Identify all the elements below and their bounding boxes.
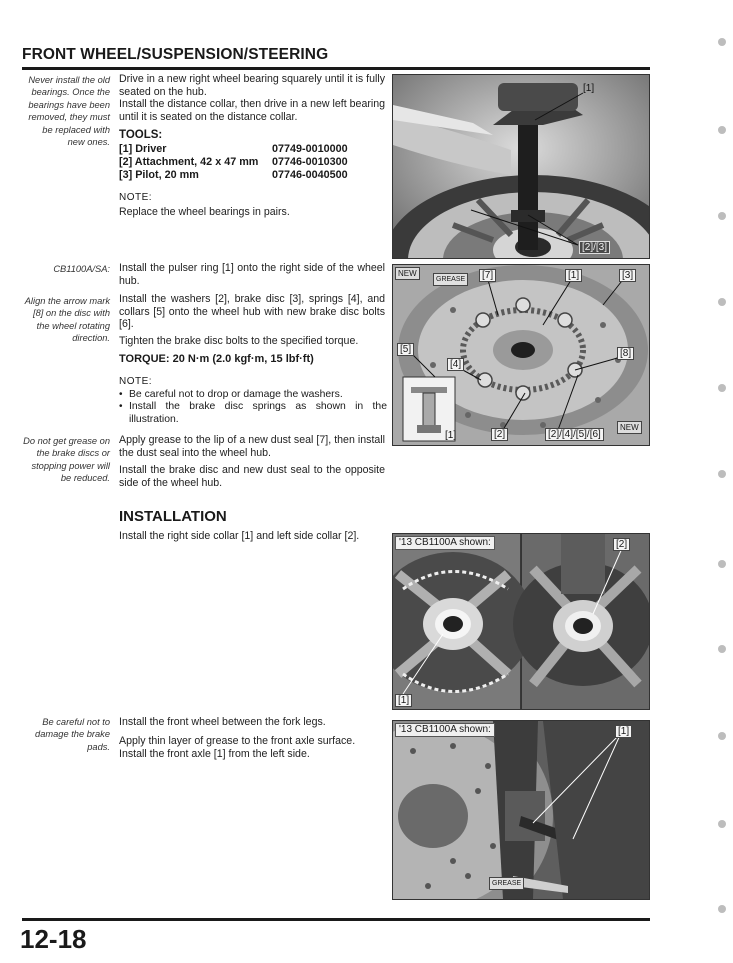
callout: [1] bbox=[445, 430, 457, 441]
tool-name: [1] Driver bbox=[119, 143, 167, 155]
dust-seal-step: Apply grease to the lip of a new dust seal [7], then install the dust seal into the wheel hub. bbox=[119, 434, 385, 459]
torque-spec bbox=[119, 353, 314, 365]
tool-number: 07746-0010300 bbox=[272, 156, 348, 168]
callout: [8] bbox=[617, 347, 634, 360]
tools-label: TOOLS: bbox=[119, 129, 163, 141]
wheel-install-step: Install the front wheel between the fork legs. bbox=[119, 716, 326, 728]
binder-hole bbox=[718, 905, 726, 913]
figure-bearing-driver bbox=[392, 74, 650, 259]
model-note: CB1100A/SA: bbox=[53, 264, 110, 274]
binder-hole bbox=[718, 38, 726, 46]
callout: [1] bbox=[565, 269, 582, 282]
figure-brake-disc-assembly bbox=[392, 264, 650, 446]
bullet-text: Install the brake disc springs as shown in the illustration. bbox=[129, 401, 387, 425]
model-shown-label: '13 CB1100A shown: bbox=[395, 723, 495, 737]
new-tag: NEW bbox=[395, 267, 420, 280]
tool-name: [3] Pilot, 20 mm bbox=[119, 169, 199, 181]
new-tag: NEW bbox=[617, 421, 642, 434]
page-title: FRONT WHEEL/SUSPENSION/STEERING bbox=[22, 46, 329, 63]
bearing-step-1: Drive in a new right wheel bearing squarely until it is fully seated on the hub. bbox=[119, 73, 385, 98]
binder-hole bbox=[718, 645, 726, 653]
binder-hole bbox=[718, 820, 726, 828]
section-heading-installation: INSTALLATION bbox=[119, 508, 227, 525]
brake-disc-install-step: Install the washers [2], brake disc [3], springs [4], and collars [5] onto the wheel hub with new brake disc bolts [6]. bbox=[119, 293, 385, 331]
side-note-grease: Do not get grease on the brake discs or stopping power will be reduced. bbox=[23, 436, 110, 484]
note-label: NOTE: bbox=[119, 192, 153, 203]
page-number: 12-18 bbox=[20, 924, 87, 954]
callout: [1] bbox=[395, 694, 412, 707]
opposite-side-step: Install the brake disc and new dust seal to the opposite side of the wheel hub. bbox=[119, 464, 385, 489]
collar-install-step: Install the right side collar [1] and left side collar [2]. bbox=[119, 530, 360, 542]
callout: [2] bbox=[613, 538, 630, 551]
callout: [5] bbox=[397, 343, 414, 356]
note-label: NOTE: bbox=[119, 376, 153, 387]
callout: [3] bbox=[619, 269, 636, 282]
grease-axle-step: Apply thin layer of grease to the front axle surface. bbox=[119, 735, 356, 747]
footer-rule bbox=[22, 918, 650, 921]
binder-hole bbox=[718, 212, 726, 220]
tool-number: 07749-0010000 bbox=[272, 143, 348, 155]
model-shown-label: '13 CB1100A shown: bbox=[395, 536, 495, 550]
pulser-ring-step: Install the pulser ring [1] onto the right side of the wheel hub. bbox=[119, 262, 385, 287]
binder-hole bbox=[718, 732, 726, 740]
grease-tag: GREASE bbox=[489, 877, 524, 890]
tighten-step: Tighten the brake disc bolts to the specified torque. bbox=[119, 335, 359, 347]
header-rule bbox=[22, 67, 650, 70]
bullet-text: Be careful not to drop or damage the washers. bbox=[129, 389, 343, 400]
callout: [1] bbox=[615, 725, 632, 738]
binder-hole bbox=[718, 298, 726, 306]
bearing-step-2: Install the distance collar, then drive in a new left bearing until it is seated on the distance collar. bbox=[119, 98, 385, 123]
side-note-bearings: Never install the old bearings. Once the bearings have been removed, they must be replaced with new ones. bbox=[28, 75, 110, 148]
binder-hole bbox=[718, 470, 726, 478]
callout: [4] bbox=[447, 358, 464, 371]
note-bullets bbox=[119, 389, 387, 426]
callout: [2] bbox=[491, 428, 508, 441]
side-note-brake-pads: Be careful not to damage the brake pads. bbox=[35, 717, 110, 752]
tool-name: [2] Attachment, 42 x 47 mm bbox=[119, 156, 259, 168]
tool-number: 07746-0040500 bbox=[272, 169, 348, 181]
figure-front-axle bbox=[392, 720, 650, 900]
grease-tag: GREASE bbox=[433, 273, 468, 286]
callout: [2]/[3] bbox=[579, 241, 610, 254]
callout: [2]/[4]/[5]/[6] bbox=[545, 428, 604, 441]
side-note-arrow-mark: Align the arrow mark [8] on the disc with the wheel rotating direction. bbox=[24, 296, 110, 344]
axle-install-step: Install the front axle [1] from the left side. bbox=[119, 748, 310, 760]
binder-hole bbox=[718, 126, 726, 134]
binder-hole bbox=[718, 384, 726, 392]
note-text: Replace the wheel bearings in pairs. bbox=[119, 206, 290, 218]
torque-value: 20 N·m (2.0 kgf·m, 15 lbf·ft) bbox=[172, 353, 314, 365]
list-item: • Be careful not to drop or damage the washers. bbox=[119, 389, 387, 401]
binder-hole bbox=[718, 560, 726, 568]
list-item: • Install the brake disc springs as shown in the illustration. bbox=[119, 401, 387, 425]
callout: [7] bbox=[479, 269, 496, 282]
torque-label: TORQUE: bbox=[119, 353, 170, 365]
figure-collars bbox=[392, 533, 650, 710]
callout: [1] bbox=[583, 83, 595, 94]
